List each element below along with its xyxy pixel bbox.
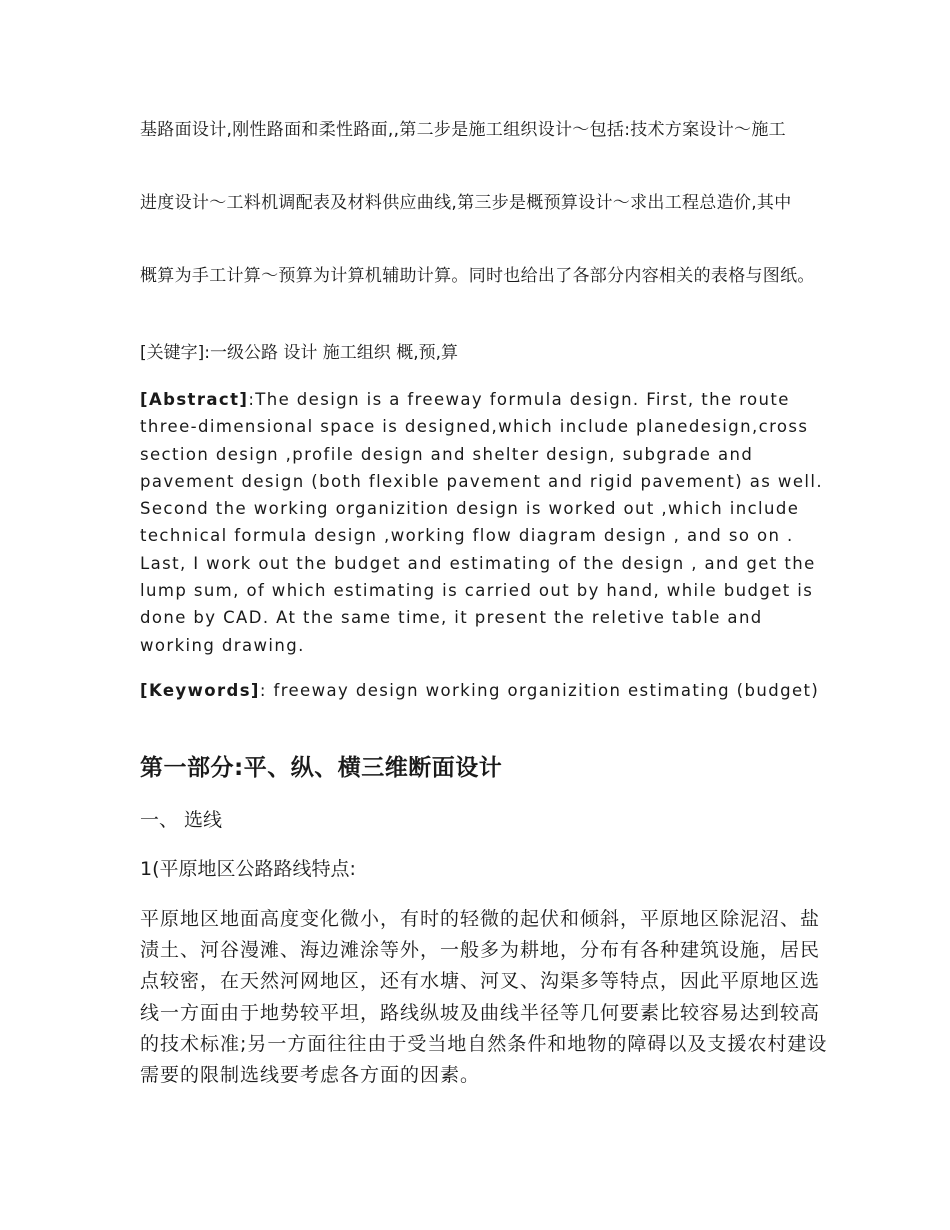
abstract-label: [Abstract] <box>140 390 249 409</box>
keywords-english-label: [Keywords] <box>140 681 260 700</box>
paragraph-construction-design: 基路面设计,刚性路面和柔性路面,,第二步是施工组织设计～包括:技术方案设计～施工 <box>140 120 786 140</box>
section-item-heading: 1(平原地区公路路线特点: <box>140 858 356 880</box>
section-body-paragraph: 平原地区地面高度变化微小，有时的轻微的起伏和倾斜，平原地区除泥沼、盐渍土、河谷漫滩、海边滩涂等外，一般多为耕地，分布有各种建筑设施，居民点较密，在天然河网地区，还有水塘、河叉、沟渠多等特点，因此平原地区选线一方面由于地势较平坦，路线纵坡及曲线半径等几何要素比较容易达到较高的技术标准;另一方面往往由于受当地自然条件和地物的障碍以及支援农村建设需要的限制选线要考虑各方面的因素。 <box>140 908 828 1087</box>
section-title: 第一部分:平、纵、横三维断面设计 <box>140 755 503 781</box>
keywords-chinese <box>140 340 820 367</box>
abstract-text: :The design is a freeway formula design. First, the route three-dimensional space is designed,which include planedesign,cross section design ,profile design and shelter design, subgrade and pavement design (both flexible pavement and rigid pavement) as well. Second the working organizition design is worked out ,which include technical formula design ,working flow diagram design , and so on . Last, I work out the budget and estimating of the design , and get the lump sum, of which estimating is carried out by hand, while budget is done by CAD. At the same time, it present the reletive table and working drawing. <box>140 390 823 655</box>
keywords-chinese-label: [关键字] <box>140 343 205 363</box>
keywords-english <box>140 677 830 704</box>
keywords-chinese-text: :一级公路 设计 施工组织 概,预,算 <box>204 343 459 363</box>
section-subtitle: 一、 选线 <box>140 809 223 831</box>
keywords-english-text: : freeway design working organizition estimating (budget) <box>259 681 820 700</box>
paragraph-estimate-budget: 概算为手工计算～预算为计算机辅助计算。同时也给出了各部分内容相关的表格与图纸。 <box>140 266 815 286</box>
abstract-paragraph <box>140 386 830 659</box>
paragraph-schedule-design: 进度设计～工料机调配表及材料供应曲线,第三步是概预算设计～求出工程总造价,其中 <box>140 193 792 213</box>
